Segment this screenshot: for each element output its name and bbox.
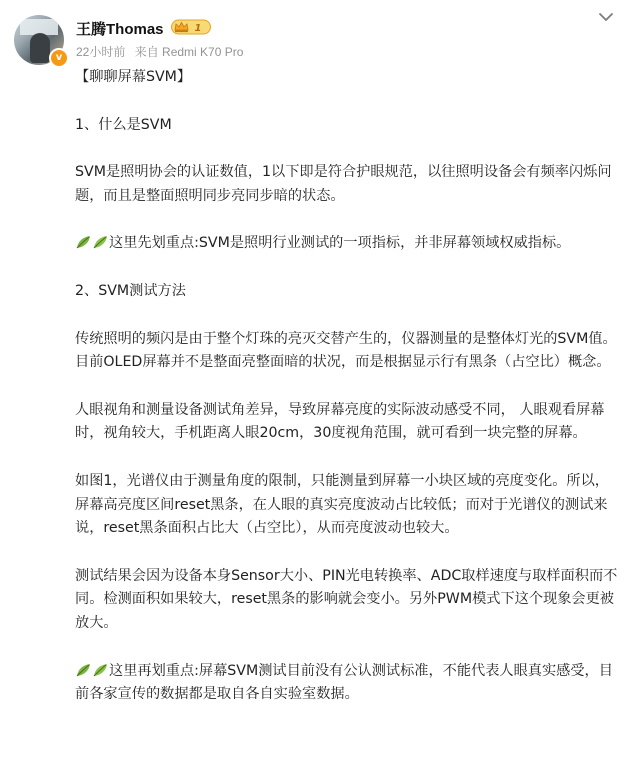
section-heading-2: 2、SVM测试方法 bbox=[75, 282, 186, 299]
post-time[interactable]: 22小时前 bbox=[76, 45, 126, 59]
highlight-text-1: 这里先划重点:SVM是照明行业测试的一项指标，并非屏幕领域权威指标。 bbox=[109, 235, 571, 252]
chevron-down-icon[interactable] bbox=[597, 10, 615, 24]
paragraph-2: 传统照明的频闪是由于整个灯珠的亮灭交替产生的，仪器测量的是整体灯光的SVM值。目前OLED屏幕并不是整面亮整面暗的状况，而是根据显示行有黑条（占空比）概念。 bbox=[75, 330, 617, 371]
paragraph-1: SVM是照明协会的认证数值，1以下即是符合护眼规范，以往照明设备会有频率闪烁问题，而且是整面照明同步亮同步暗的状态。 bbox=[75, 164, 612, 204]
post-meta bbox=[76, 43, 249, 60]
leaf-emoji-icon bbox=[92, 234, 109, 250]
verified-badge-icon: v bbox=[49, 48, 69, 68]
highlight-paragraph-2 bbox=[75, 660, 620, 707]
post-content bbox=[75, 66, 620, 731]
leaf-emoji-icon bbox=[92, 662, 109, 678]
highlight-paragraph-1 bbox=[75, 232, 620, 256]
paragraph-3: 人眼视角和测量设备测试角差异，导致屏幕亮度的实际波动感受不同， 人眼观看屏幕时，视角较大，手机距离人眼20cm，30度视角范围，就可看到一块完整的屏幕。 bbox=[75, 401, 605, 442]
paragraph-4: 如图1，光谱仪由于测量角度的限制，只能测量到屏幕一小块区域的亮度变化。所以，屏幕高亮度区间reset黑条，在人眼的真实亮度波动占比较低；而对于光谱仪的测试来说，reset黑条面积占比大（占空比），从而亮度波动也较大。 bbox=[75, 472, 609, 537]
member-crown-badge-icon[interactable] bbox=[171, 19, 211, 35]
section-heading-1: 1、什么是SVM bbox=[75, 116, 172, 133]
member-level-text: 1 bbox=[194, 23, 202, 34]
post-source: 来自 Redmi K70 Pro bbox=[134, 45, 244, 59]
avatar-person bbox=[30, 33, 50, 63]
leaf-emoji-icon bbox=[75, 234, 92, 250]
highlight-text-2: 这里再划重点:屏幕SVM测试目前没有公认测试标准，不能代表人眼真实感受，目前各家宣传的数据都是取自各自实验室数据。 bbox=[75, 662, 613, 703]
leaf-emoji-icon bbox=[75, 662, 92, 678]
post-title: 【聊聊屏幕SVM】 bbox=[75, 69, 192, 85]
paragraph-5: 测试结果会因为设备本身Sensor大小、PIN光电转换率、ADC取样速度与取样面积而不同。检测面积如果较大，reset黑条的影响就会变小。另外PWM模式下这个现象会更被放大。 bbox=[75, 567, 618, 631]
user-name[interactable]: 王腾Thomas bbox=[76, 21, 164, 38]
